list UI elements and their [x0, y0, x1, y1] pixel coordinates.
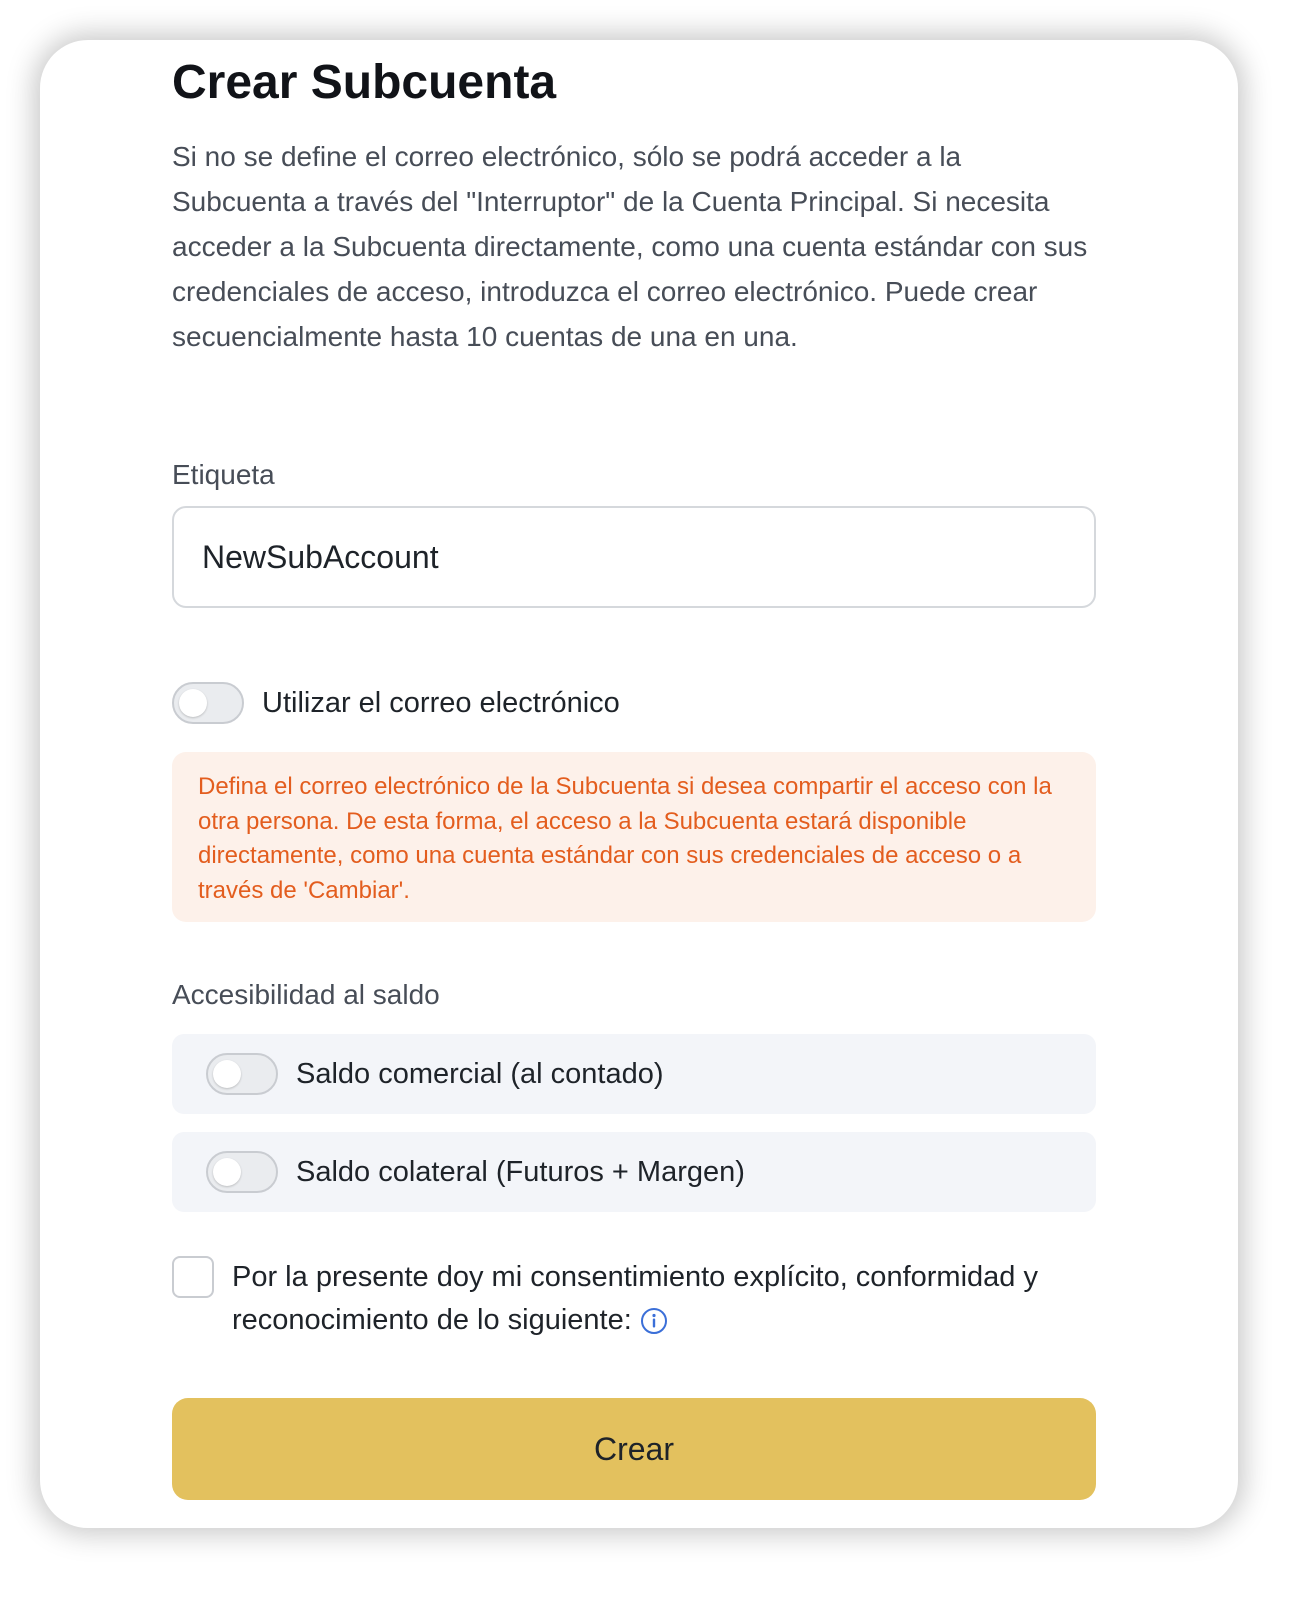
create-subaccount-dialog [40, 40, 1238, 1528]
collateral-balance-toggle[interactable] [206, 1151, 278, 1193]
consent-text-block [232, 1256, 1092, 1342]
balance-option-collateral [172, 1132, 1096, 1212]
collateral-balance-label: Saldo colateral (Futuros + Margen) [296, 1156, 745, 1188]
balance-access-label: Accesibilidad al saldo [172, 979, 440, 1010]
label-input[interactable] [172, 506, 1096, 608]
toggle-knob [179, 689, 207, 717]
dialog-description: Si no se define el correo electrónico, sólo se podrá acceder a la Subcuenta a través del "Interruptor" de la Cuenta Principal. Si necesita acceder a la Subcuenta directamente, como una cuenta estándar con sus credenciales de acceso, introduzca el correo electrónico. Puede crear secuencialmente hasta 10 cuentas de una en una. [172, 141, 1088, 352]
consent-label: Por la presente doy mi consentimiento explícito, conformidad y reconocimiento de lo siguiente: [232, 1261, 1038, 1336]
toggle-knob [213, 1158, 241, 1186]
spot-balance-label: Saldo comercial (al contado) [296, 1058, 664, 1090]
info-circle-icon[interactable] [640, 1305, 668, 1333]
create-button[interactable]: Crear [172, 1398, 1096, 1500]
balance-option-spot [172, 1034, 1096, 1114]
toggle-knob [213, 1060, 241, 1088]
dialog-title: Crear Subcuenta [172, 56, 557, 109]
email-toggle-label: Utilizar el correo electrónico [262, 687, 620, 719]
email-notice: Defina el correo electrónico de la Subcuenta si desea compartir el acceso con la otra persona. De esta forma, el acceso a la Subcuenta estará disponible directamente, como una cuenta estándar con sus credenciales de acceso o a través de 'Cambiar'. [172, 752, 1096, 922]
label-field-label: Etiqueta [172, 459, 275, 490]
email-toggle[interactable] [172, 682, 244, 724]
consent-checkbox[interactable] [172, 1256, 214, 1298]
spot-balance-toggle[interactable] [206, 1053, 278, 1095]
